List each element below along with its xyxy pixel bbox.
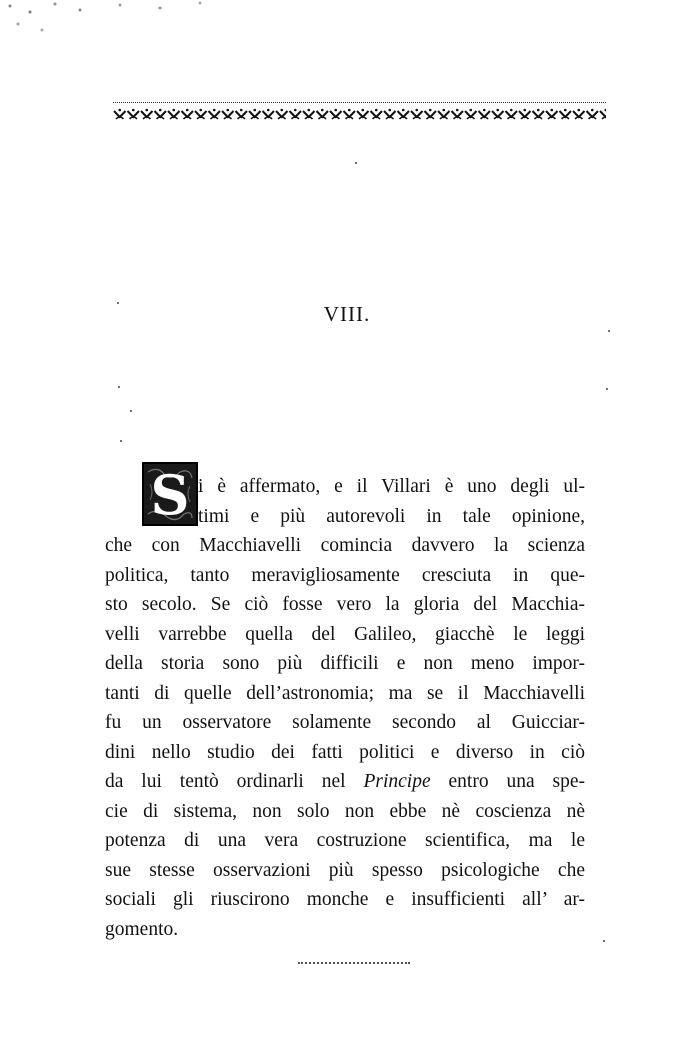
speck [603,940,605,942]
chapter-heading: VIII. [323,302,371,326]
text-segment: entro una spe- [448,771,586,792]
text-line: gomento. [105,918,179,940]
text-line: che con Macchiavelli comincia davvero la scienza [105,535,585,556]
scan-noise [0,0,260,40]
text-line: timi e più autorevoli in tale opinione, [198,505,585,527]
text-line: sue stesse osservazioni più spesso psicologiche che [105,859,585,881]
speck [130,410,132,412]
body-paragraph [105,472,585,944]
text-line: velli varrebbe quella del Galileo, giacchè le leggi [105,623,585,645]
ornamental-border [113,106,606,124]
text-line: sociali gli riuscirono monche e insufficienti all’ ar- [105,889,585,910]
header-rule [113,102,606,103]
text-line: della storia sono più difficili e non meno impor- [105,653,585,674]
text-line: potenza di una vera costruzione scientifica, ma le [105,830,585,851]
speck [118,386,120,388]
speck [355,162,357,164]
speck [117,302,119,304]
text-line: i è affermato, e il Villari è uno degli ul- [198,476,585,497]
text-line: sto secolo. Se ciò fosse vero la gloria del Macchia- [105,594,585,615]
speck [606,388,608,390]
text-line-with-title [105,767,585,797]
drop-cap-letter: S [150,463,190,526]
text-line: tanti di quelle dell’astronomia; ma se il Macchiavelli [105,682,585,704]
text-line: dini nello studio dei fatti politici e diverso in ciò [105,741,585,763]
speck [608,330,610,332]
text-line: cie di sistema, non solo non ebbe nè coscienza nè [105,800,585,822]
footer-mark [298,962,410,964]
work-title: Principe [363,771,431,792]
speck [120,440,122,442]
text-segment: da lui tentò ordinarli nel [105,771,346,792]
text-line: politica, tanto meravigliosamente cresciuta in que- [105,564,585,586]
text-line: fu un osservatore solamente secondo al Guicciar- [105,712,585,733]
